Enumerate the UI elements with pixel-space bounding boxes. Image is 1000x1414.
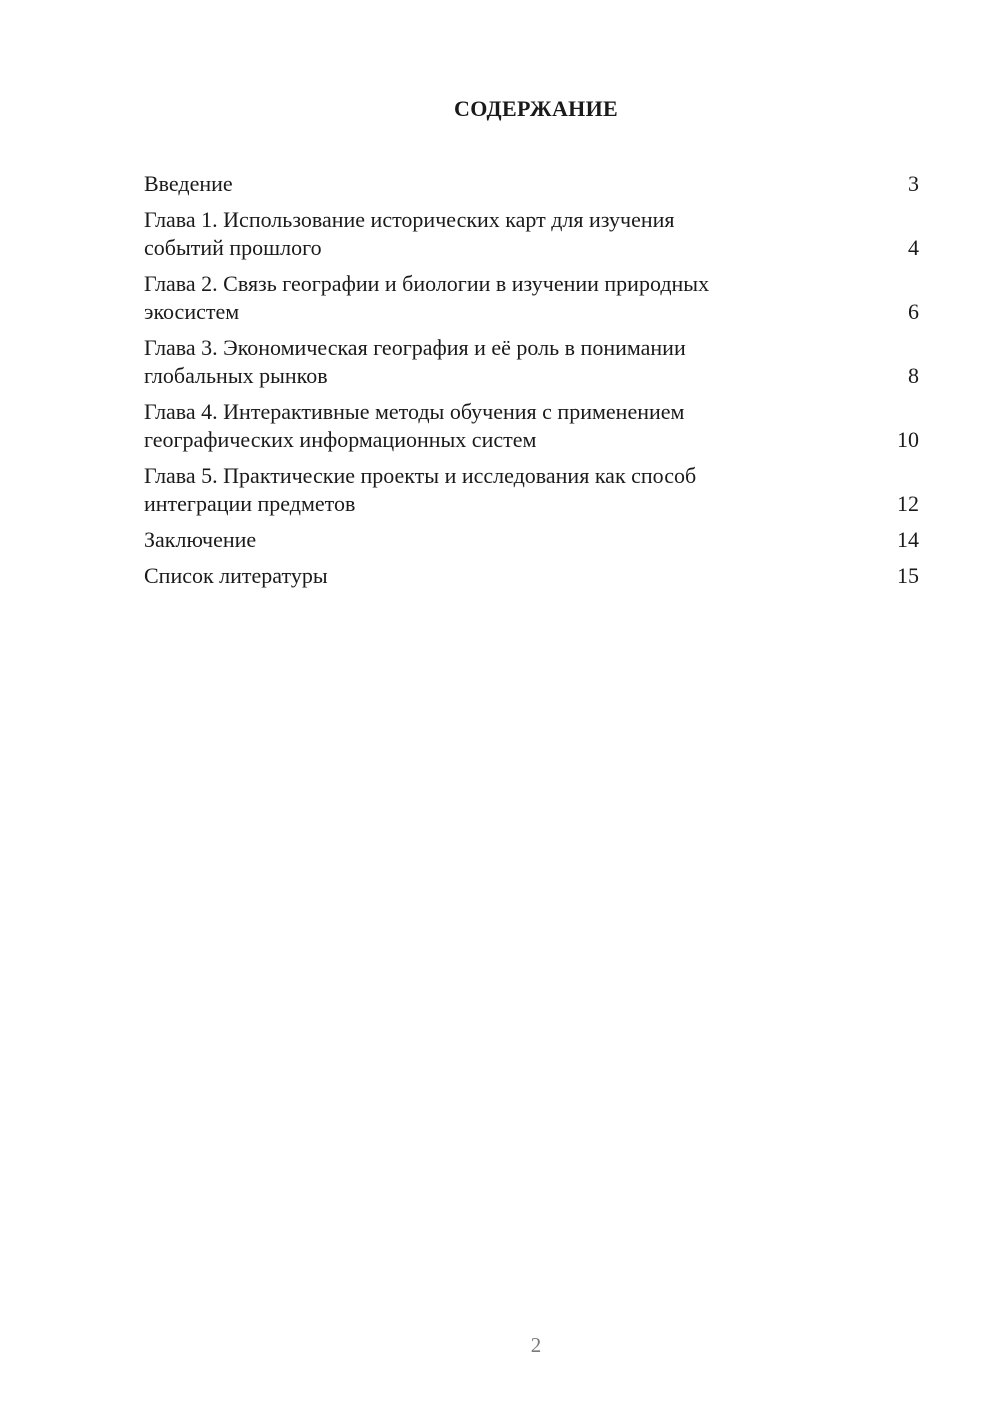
toc-entry-page: 14	[897, 527, 919, 552]
table-of-contents	[144, 170, 919, 598]
toc-entry-page: 15	[897, 563, 919, 588]
toc-entry-title-line-1: Глава 3. Экономическая география и её роль в понимании	[144, 335, 686, 360]
toc-entry-label	[144, 562, 328, 590]
page-title: СОДЕРЖАНИЕ	[454, 96, 618, 121]
toc-entry-chapter-3[interactable]	[144, 334, 919, 390]
toc-entry-title: Заключение	[144, 527, 257, 552]
toc-entry-title-line-1: Глава 4. Интерактивные методы обучения с применением	[144, 399, 685, 424]
toc-entry-title-line-2: экосистем	[144, 299, 240, 324]
toc-entry-title-line-2: глобальных рынков	[144, 363, 328, 388]
toc-entry-page: 3	[908, 171, 919, 196]
toc-entry-chapter-4[interactable]	[144, 398, 919, 454]
toc-entry-title: Введение	[144, 171, 233, 196]
toc-entry-page: 12	[897, 491, 919, 516]
toc-entry-title: Список литературы	[144, 563, 328, 588]
toc-entry-title-line-2: географических информационных систем	[144, 427, 537, 452]
toc-entry-conclusion[interactable]	[144, 526, 919, 554]
toc-entry-page: 6	[908, 299, 919, 324]
toc-entry-introduction[interactable]	[144, 170, 919, 198]
toc-entry-label	[144, 206, 675, 262]
toc-entry-label	[144, 270, 709, 326]
toc-entry-label	[144, 526, 256, 554]
toc-entry-label	[144, 462, 696, 518]
toc-entry-title-line-2: интеграции предметов	[144, 491, 356, 516]
toc-entry-page: 4	[908, 235, 919, 260]
toc-entry-title-line-1: Глава 1. Использование исторических карт для изучения	[144, 207, 675, 232]
toc-entry-chapter-1[interactable]	[144, 206, 919, 262]
toc-entry-label	[144, 398, 684, 454]
toc-entry-bibliography[interactable]	[144, 562, 919, 590]
toc-entry-title-line-1: Глава 2. Связь географии и биологии в изучении природных	[144, 271, 710, 296]
toc-entry-page: 10	[897, 427, 919, 452]
toc-entry-label	[144, 170, 233, 198]
toc-entry-title-line-1: Глава 5. Практические проекты и исследования как способ	[144, 463, 697, 488]
toc-entry-chapter-5[interactable]	[144, 462, 919, 518]
toc-entry-chapter-2[interactable]	[144, 270, 919, 326]
toc-entry-label	[144, 334, 686, 390]
page-number: 2	[530, 1333, 542, 1357]
toc-entry-title-line-2: событий прошлого	[144, 235, 322, 260]
toc-entry-page: 8	[908, 363, 919, 388]
